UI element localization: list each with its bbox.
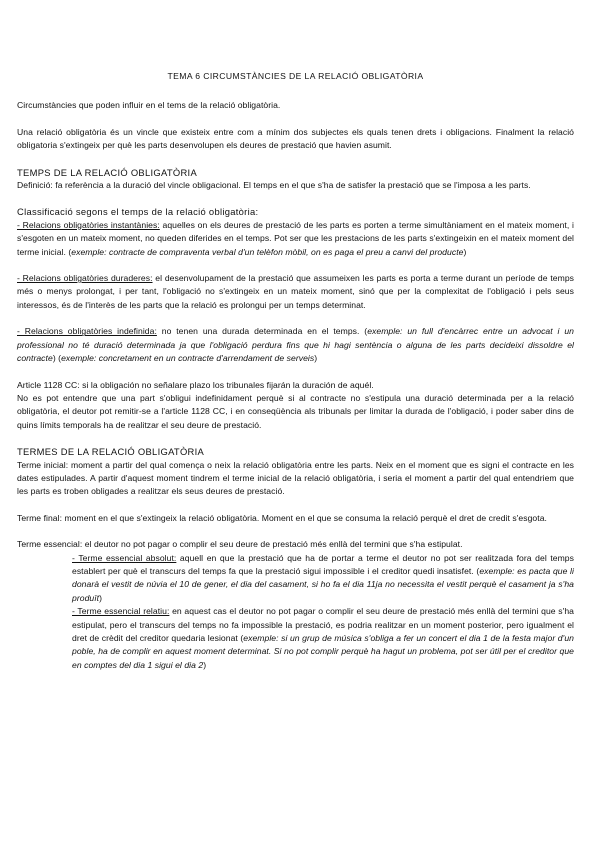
intro-paragraph: Circumstàncies que poden influir en el tems de la relació obligatòria. (17, 100, 281, 111)
indefinida-term: - Relacions obligatòries indefinida: (17, 326, 157, 337)
duraderes-paragraph (17, 272, 574, 312)
indefinida-paragraph (17, 325, 574, 365)
terme-essencial-paragraph: Terme essencial: el deutor no pot pagar o complir el seu deure de prestació més enllà del termini que s'ha estipulat. (17, 539, 463, 550)
absolut-close: ) (99, 592, 103, 603)
general-definition-paragraph: Una relació obligatòria és un vincle que existeix entre com a mínim dos subjectes els quals tenen drets i obligacions. Finalment la relació obligatoria s'extingeix per què les parts desenvolupen els deures de prestació que havien asumit. (17, 126, 574, 151)
duraderes-text: el desenvolupament de la prestació que assumeixen les parts es porta a terme durant un període de temps més o menys prolongat, i per tant, l'obligació no s'extingeix en un mateix moment, sinó que per la complexitat de l'obligació i pels seus interessos, és de l'interès de les parts que la relació es prolongui per un temps determinat. (17, 273, 574, 310)
duraderes-term: - Relacions obligatòries duraderes: (17, 273, 153, 284)
temps-definition: Definició: fa referència a la duració del vincle obligacional. El temps en el que s'ha de satisfer la prestació que se l'imposa a les parts. (17, 180, 531, 191)
instantanies-term: - Relacions obligatòries instantànies: (17, 219, 160, 230)
terme-inicial-paragraph: Terme inicial: moment a partir del qual comença o neix la relació obligatòria entre les parts. Neix en el moment que es signi el contracte en les dates estipulades. A partir d'aquest moment tindrem el terme inicial de la relació obligatòria, i seria el moment a partir del qual entendriem que les parts es troben obligades a realitzar els seus deures de prestació. (17, 459, 574, 497)
relatiu-example: exemple: si un grup de música s'obliga a fer un concert el dia 1 de la festa major d'un poble, ha de complir en aquest moment determinat. Si no pot complir perquè ha hagut un problema, pot ser útil per el creditor que en comptes del dia 1 sigui el dia 2 (72, 633, 574, 670)
absolut-text: aquell en que la prestació que ha de portar a terme el deutor no pot ser realitzada fora del temps establert per què el transcurs del temps fa que la prestació sigui impossible i el creditor quedi insatisfet. ( (72, 552, 574, 576)
relatiu-close: ) (203, 659, 207, 670)
relatiu-term: - Terme essencial relatiu: (72, 606, 170, 617)
terme-relatiu-paragraph (17, 605, 574, 672)
temps-heading: TEMPS DE LA RELACIÓ OBLIGATÒRIA (17, 166, 198, 178)
indefinida-text: no tenen una durada determinada en el temps. ( (156, 326, 368, 337)
instantanies-text: aquelles on els deures de prestació de les parts es porten a terme simultàniament en el mateix moment, i s'esgoten en un mateix moment, no queden diferides en el temps. Pot ser que les prestacions de les parts s'extingeixin en el mateix moment del terme inicial. ( (17, 219, 574, 257)
indefinida-example-1: exemple: un full d'encàrrec entre un advocat i un professional no té duració determinada ja que l'obligació perdura fins que hi hagi sentència o alguna de les parts decideixi dissoldre el contracte (17, 326, 574, 364)
relatiu-text: en aquest cas el deutor no pot pagar o complir el seu deure de prestació més enllà del termini que s'ha estipulat, pero el transcurs del temps no fa impossible la prestació, es podria realitzar en un moment posterior, pero igualment el dret de crèdit del creditor quedaria lesionat ( (72, 606, 574, 643)
article-quote: Article 1128 CC: si la obligación no señalare plazo los tribunales fijarán la duración de aquél. (17, 379, 374, 390)
indefinida-mid: ) ( (52, 353, 62, 364)
classification-heading: Classificació segons el temps de la relació obligatòria: (17, 206, 259, 218)
instantanies-close: ) (463, 246, 467, 257)
absolut-term: - Terme essencial absolut: (72, 552, 177, 563)
terme-absolut-paragraph (17, 552, 574, 606)
absolut-example: exemple: es pacta que li donarà el vestit de núvia el 10 de gener, el dia del casament, si ho fa el dia 11ja no necessita el vestit perquè el casament ja s'ha produït (72, 565, 574, 603)
terme-final-paragraph: Terme final: moment en el que s'extingeix la relació obligatòria. Moment en el que se consuma la relació perquè el dret de credit s'esgota. (17, 512, 547, 523)
instantanies-example: exemple: contracte de compraventa verbal d'un telèfon mòbil, on es paga el preu a canvi del producte (71, 246, 464, 257)
indefinida-close: ) (314, 353, 318, 364)
document-title: TEMA 6 CIRCUMSTÀNCIES DE LA RELACIÓ OBLIGATÒRIA (167, 71, 424, 81)
instantanies-paragraph (17, 219, 574, 259)
indefinida-example-2: exemple: concretament en un contracte d'arrendament de serveis (61, 353, 315, 364)
article-explanation: No es pot entendre que una part s'obligui indefinidament perquè si al contracte no s'estipula una duració determinada per a la relació obligatòria, el deutor pot remitir-se a l'article 1128 CC, i en conseqüència als tribunals per limitar la durada de l'obligació, i poder saber dins de quins límits temporals ha de realitzar el seu deure de prestació. (17, 392, 574, 430)
termes-heading: TERMES DE LA RELACIÓ OBLIGATÒRIA (17, 446, 205, 458)
